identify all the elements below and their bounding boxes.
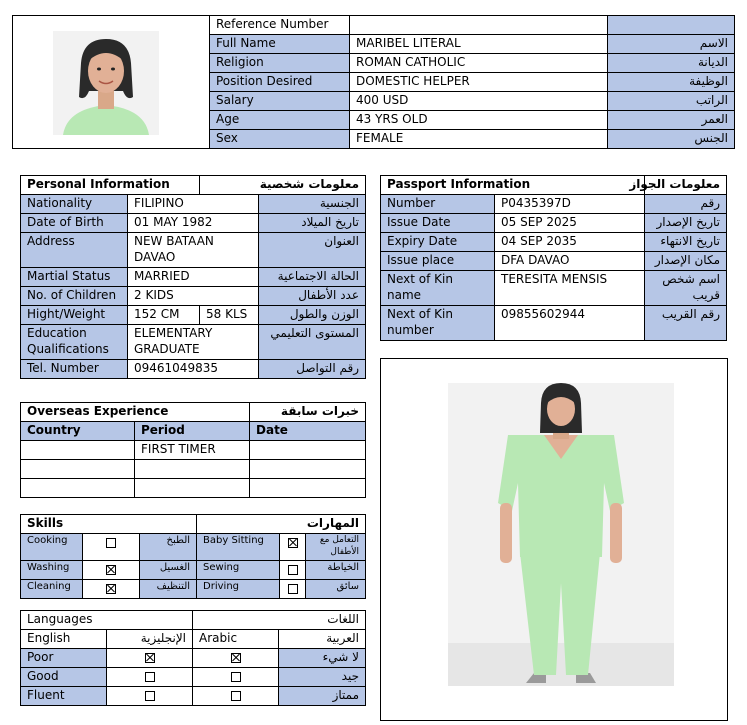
issue-place-value: DFA DAVAO [495, 252, 645, 271]
language-level-row [21, 668, 366, 687]
overseas-row [21, 479, 366, 498]
level-good-ar: جيد [279, 668, 366, 687]
reference-number-label: Reference Number [210, 16, 350, 35]
skills-row [21, 534, 366, 561]
language-level-row [21, 649, 366, 668]
overseas-cell [21, 479, 135, 498]
kin-name-ar-line1: اسم شخص [662, 272, 720, 286]
sex-label: Sex [210, 130, 350, 149]
issue-date-label: Issue Date [381, 214, 495, 233]
overseas-header-date: Date [250, 422, 366, 441]
skill-babysitting-label: Baby Sitting [197, 534, 280, 561]
level-fluent-label: Fluent [21, 687, 107, 706]
overseas-title-ar: خبرات سابقة [250, 403, 366, 422]
languages-title: Languages [21, 611, 193, 630]
salary-label: Salary [210, 92, 350, 111]
level-poor-ar: لا شيء [279, 649, 366, 668]
overseas-cell [21, 441, 135, 460]
skill-babysitting-ar-line2: الأطفال [330, 547, 360, 557]
children-value: 2 KIDS [128, 287, 259, 306]
marital-value: MARRIED [128, 268, 259, 287]
salary-ar: الراتب [608, 92, 735, 111]
overseas-header-period: Period [135, 422, 250, 441]
skill-driving-cell [280, 580, 306, 599]
arabic-fluent-checkbox[interactable] [231, 691, 241, 701]
skill-sewing-checkbox[interactable] [288, 565, 298, 575]
skill-washing-cell [83, 561, 140, 580]
weight-value: 58 KLS [200, 306, 259, 325]
age-label: Age [210, 111, 350, 130]
height-weight-label: Hight/Weight [21, 306, 128, 325]
english-poor-checkbox[interactable] [145, 653, 155, 663]
headshot-cell [13, 16, 210, 149]
passport-number-value: P0435397D [495, 195, 645, 214]
skill-washing-label: Washing [21, 561, 83, 580]
skill-cleaning-checkbox[interactable] [106, 584, 116, 594]
education-label-line1: Education [27, 326, 87, 340]
expiry-date-label: Expiry Date [381, 233, 495, 252]
kin-name-ar [645, 271, 727, 306]
education-ar: المستوى التعليمي [259, 325, 366, 360]
sex-ar: الجنس [608, 130, 735, 149]
height-value: 152 CM [128, 306, 200, 325]
expiry-date-ar: تاريخ الانتهاء [645, 233, 727, 252]
overseas-cell: FIRST TIMER [135, 441, 250, 460]
kin-name-label-line2: name [387, 288, 422, 302]
skill-sewing-cell [280, 561, 306, 580]
full-name-ar: الاسم [608, 35, 735, 54]
overseas-header-country: Country [21, 422, 135, 441]
kin-name-label-line1: Next of Kin [387, 272, 453, 286]
skill-babysitting-checkbox[interactable] [288, 538, 298, 548]
marital-ar: الحالة الاجتماعية [259, 268, 366, 287]
personal-info-title-ar: معلومات شخصية [200, 176, 366, 195]
issue-place-ar: مكان الإصدار [645, 252, 727, 271]
skill-babysitting-ar-line1: التعامل مع [319, 535, 360, 545]
expiry-date-value: 04 SEP 2035 [495, 233, 645, 252]
skills-title-ar: المهارات [197, 515, 366, 534]
skill-driving-ar: سائق [306, 580, 366, 599]
age-value: 43 YRS OLD [350, 111, 608, 130]
skill-sewing-label: Sewing [197, 561, 280, 580]
overseas-cell [21, 460, 135, 479]
position-value: DOMESTIC HELPER [350, 73, 608, 92]
kin-number-label-line2: number [387, 323, 434, 337]
religion-ar: الديانة [608, 54, 735, 73]
skill-cooking-checkbox[interactable] [106, 538, 116, 548]
passport-info-table [380, 175, 727, 341]
skill-driving-label: Driving [197, 580, 280, 599]
age-ar: العمر [608, 111, 735, 130]
header-section [12, 15, 735, 149]
education-label [21, 325, 128, 360]
religion-value: ROMAN CATHOLIC [350, 54, 608, 73]
full-name-label: Full Name [210, 35, 350, 54]
education-value-line2: GRADUATE [134, 342, 200, 356]
education-label-line2: Qualifications [27, 342, 109, 356]
kin-name-value: TERESITA MENSIS [495, 271, 645, 306]
skills-title: Skills [21, 515, 197, 534]
overseas-row [21, 441, 366, 460]
header-table [12, 15, 735, 149]
headshot-photo [53, 31, 159, 135]
language-english-ar: الإنجليزية [107, 630, 193, 649]
nationality-label: Nationality [21, 195, 128, 214]
overseas-cell [250, 479, 366, 498]
personal-info-table [20, 175, 366, 379]
skill-driving-checkbox[interactable] [288, 584, 298, 594]
skill-cooking-label: Cooking [21, 534, 83, 561]
height-weight-ar: الوزن والطول [259, 306, 366, 325]
languages-table [20, 610, 366, 706]
kin-number-value: 09855602944 [495, 306, 645, 341]
skills-table [20, 514, 366, 599]
address-line1: NEW BATAAN [134, 234, 214, 248]
kin-number-ar: رقم القريب [645, 306, 727, 341]
arabic-good-checkbox[interactable] [231, 672, 241, 682]
passport-number-ar: رقم [645, 195, 727, 214]
arabic-poor-cell [193, 649, 279, 668]
religion-label: Religion [210, 54, 350, 73]
english-fluent-checkbox[interactable] [145, 691, 155, 701]
full-name-value: MARIBEL LITERAL [350, 35, 608, 54]
skill-babysitting-ar [306, 534, 366, 561]
skill-washing-ar: الغسيل [140, 561, 197, 580]
english-good-cell [107, 668, 193, 687]
education-value [128, 325, 259, 360]
overseas-title: Overseas Experience [21, 403, 250, 422]
position-ar: الوظيفة [608, 73, 735, 92]
reference-number-value [350, 16, 608, 35]
position-label: Position Desired [210, 73, 350, 92]
skill-cooking-ar: الطبخ [140, 534, 197, 561]
skills-section [20, 514, 366, 599]
arabic-poor-checkbox[interactable] [231, 653, 241, 663]
skill-washing-checkbox[interactable] [106, 565, 116, 575]
tel-label: Tel. Number [21, 360, 128, 379]
dob-ar: تاريخ الميلاد [259, 214, 366, 233]
kin-number-label [381, 306, 495, 341]
tel-ar: رقم التواصل [259, 360, 366, 379]
children-label: No. of Children [21, 287, 128, 306]
overseas-section [20, 402, 366, 498]
skill-cleaning-cell [83, 580, 140, 599]
language-english-label: English [21, 630, 107, 649]
passport-info-section [380, 175, 727, 341]
nationality-value: FILIPINO [128, 195, 259, 214]
english-fluent-cell [107, 687, 193, 706]
issue-place-label: Issue place [381, 252, 495, 271]
passport-number-label: Number [381, 195, 495, 214]
tel-value: 09461049835 [128, 360, 259, 379]
skill-cleaning-ar: التنظيف [140, 580, 197, 599]
nationality-ar: الجنسية [259, 195, 366, 214]
level-fluent-ar: ممتاز [279, 687, 366, 706]
skill-cooking-cell [83, 534, 140, 561]
language-level-row [21, 687, 366, 706]
reference-number-ar [608, 16, 735, 35]
full-body-photo [448, 383, 674, 686]
overseas-cell [250, 460, 366, 479]
languages-section [20, 610, 366, 706]
passport-info-title: Passport Information [381, 176, 645, 195]
personal-info-section [20, 175, 366, 379]
sex-value: FEMALE [350, 130, 608, 149]
kin-name-label [381, 271, 495, 306]
kin-number-label-line1: Next of Kin [387, 307, 453, 321]
english-poor-cell [107, 649, 193, 668]
education-value-line1: ELEMENTARY [134, 326, 213, 340]
issue-date-value: 05 SEP 2025 [495, 214, 645, 233]
skill-cleaning-label: Cleaning [21, 580, 83, 599]
dob-value: 01 MAY 1982 [128, 214, 259, 233]
overseas-table [20, 402, 366, 498]
arabic-good-cell [193, 668, 279, 687]
full-body-photo-frame [380, 358, 728, 721]
skills-row [21, 561, 366, 580]
children-ar: عدد الأطفال [259, 287, 366, 306]
overseas-cell [135, 479, 250, 498]
level-good-label: Good [21, 668, 107, 687]
marital-label: Martial Status [21, 268, 128, 287]
salary-value: 400 USD [350, 92, 608, 111]
level-poor-label: Poor [21, 649, 107, 668]
overseas-row [21, 460, 366, 479]
address-value [128, 233, 259, 268]
dob-label: Date of Birth [21, 214, 128, 233]
overseas-cell [250, 441, 366, 460]
issue-date-ar: تاريخ الإصدار [645, 214, 727, 233]
skills-row [21, 580, 366, 599]
address-line2: DAVAO [134, 250, 176, 264]
address-label: Address [21, 233, 128, 268]
overseas-cell [135, 460, 250, 479]
language-arabic-ar: العربية [279, 630, 366, 649]
kin-name-ar-line2: قريب [692, 288, 720, 302]
address-ar: العنوان [259, 233, 366, 268]
english-good-checkbox[interactable] [145, 672, 155, 682]
languages-title-ar: اللغات [193, 611, 366, 630]
language-arabic-label: Arabic [193, 630, 279, 649]
arabic-fluent-cell [193, 687, 279, 706]
personal-info-title: Personal Information [21, 176, 200, 195]
skill-sewing-ar: الخياطة [306, 561, 366, 580]
passport-info-title-ar: معلومات الجواز [645, 176, 727, 195]
skill-babysitting-cell [280, 534, 306, 561]
